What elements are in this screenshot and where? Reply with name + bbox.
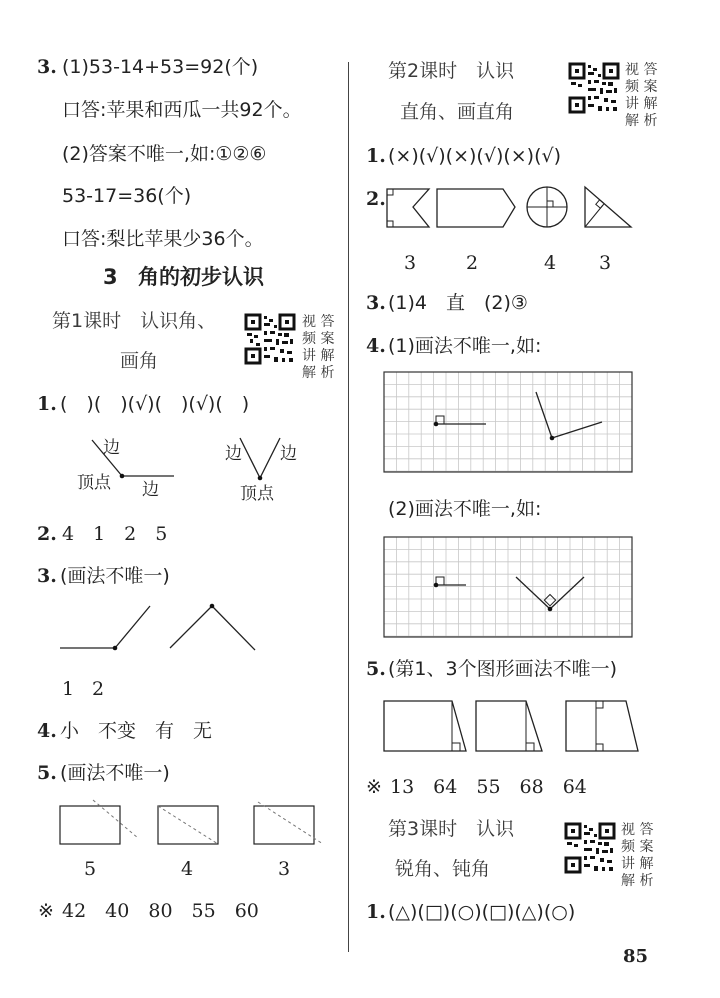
- rectangle-cut-figures: [58, 800, 328, 850]
- qr-code-icon: [244, 313, 296, 365]
- figure-label: 5: [84, 858, 97, 880]
- answer-line: 53-17=36(个): [62, 185, 192, 207]
- answer-line: 口答:苹果和西瓜一共92个。: [62, 99, 302, 121]
- question-number: 1.: [366, 145, 386, 167]
- figure-label: 3: [599, 252, 612, 274]
- question-number: 4.: [37, 720, 57, 742]
- answer-line: (2)画法不唯一,如:: [388, 498, 542, 520]
- lesson-title: 第1课时 认识角、: [52, 310, 217, 332]
- column-divider: [348, 62, 349, 952]
- answer-line: (第1、3个图形画法不唯一): [388, 658, 618, 680]
- answer-line: 小 不变 有 无: [60, 720, 213, 742]
- qr-code-icon: [568, 62, 620, 114]
- figure-label: 4: [544, 252, 557, 274]
- lesson-title-cont: 直角、画直角: [400, 101, 515, 123]
- lesson-title-cont: 锐角、钝角: [395, 858, 491, 880]
- lesson-title: 第2课时 认识: [388, 60, 515, 82]
- answer-line: (△)(□)(○)(□)(△)(○): [388, 901, 576, 923]
- question-number: 1.: [366, 901, 386, 923]
- extra-mark: ※: [38, 900, 54, 922]
- chapter-number: 3: [103, 265, 118, 289]
- figure-label: 2: [466, 252, 479, 274]
- trapezoid-figures: [382, 697, 642, 757]
- angle-label: 顶点: [77, 473, 111, 493]
- answer-line: (1)53-14+53=92(个): [62, 56, 259, 78]
- answer-line: 口答:梨比苹果少36个。: [62, 228, 264, 250]
- question-number: 4.: [366, 335, 386, 357]
- question-number: 2.: [37, 523, 57, 545]
- answer-line: (2)答案不唯一,如:①②⑥: [62, 143, 267, 165]
- angle-label: 边: [225, 444, 242, 464]
- angle-label: 边: [103, 438, 120, 458]
- angle-label: 边: [142, 480, 159, 500]
- figure-label: 4: [181, 858, 194, 880]
- figure-label: 3: [278, 858, 291, 880]
- answer-line: (画法不唯一): [60, 565, 170, 587]
- answer-line: ( )( )(√)( )(√)( ): [60, 393, 250, 415]
- angle-drawing: [60, 600, 320, 660]
- angle-label: 边: [280, 444, 297, 464]
- figure-label: 2: [92, 678, 105, 700]
- lesson-title-cont: 画角: [120, 350, 159, 372]
- qr-caption: 视 答 频 案 讲 解 解 析: [302, 314, 335, 381]
- extra-answers: 13 64 55 68 64: [390, 776, 587, 798]
- answer-line: 4 1 2 5: [62, 523, 168, 545]
- answer-line: (1)画法不唯一,如:: [388, 335, 542, 357]
- question-number: 3.: [37, 565, 57, 587]
- page-number: 85: [623, 946, 649, 967]
- qr-caption: 视 答 频 案 讲 解 解 析: [621, 822, 654, 889]
- right-angle-shapes: [385, 183, 645, 233]
- question-number: 3.: [37, 56, 57, 78]
- lesson-title: 第3课时 认识: [388, 818, 515, 840]
- drawing-grid: [384, 537, 632, 637]
- extra-answers: 42 40 80 55 60: [62, 900, 259, 922]
- figure-label: 3: [404, 252, 417, 274]
- figure-label: 1: [62, 678, 75, 700]
- question-number: 5.: [366, 658, 386, 680]
- drawing-grid: [384, 372, 632, 472]
- extra-mark: ※: [366, 776, 382, 798]
- qr-caption: 视 答 频 案 讲 解 解 析: [625, 62, 658, 129]
- chapter-title: 角的初步认识: [138, 265, 264, 289]
- qr-code-icon: [564, 822, 616, 874]
- answer-line: (×)(√)(×)(√)(×)(√): [388, 145, 562, 167]
- question-number: 3.: [366, 292, 386, 314]
- answer-line: (1)4 直 (2)③: [388, 292, 528, 314]
- question-number: 5.: [37, 762, 57, 784]
- answer-line: (画法不唯一): [60, 762, 170, 784]
- angle-label: 顶点: [240, 484, 274, 504]
- question-number: 2.: [366, 188, 386, 210]
- question-number: 1.: [37, 393, 57, 415]
